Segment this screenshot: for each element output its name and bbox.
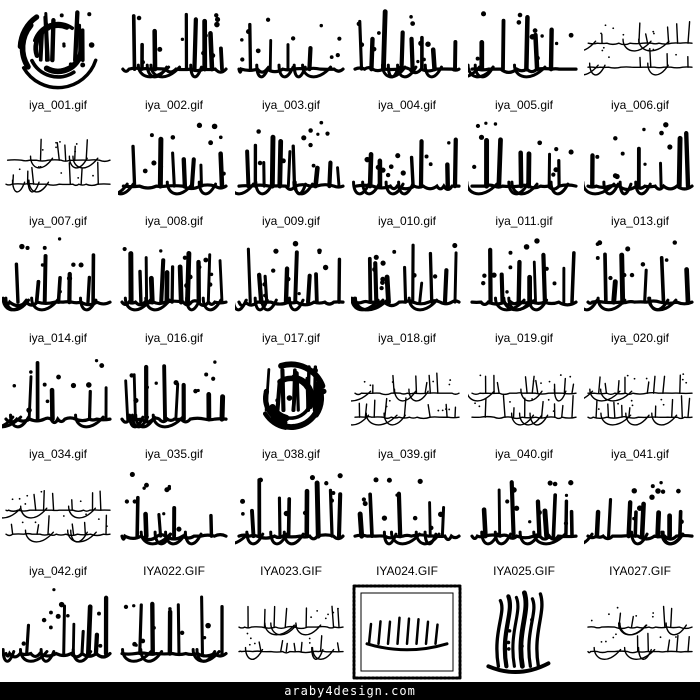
calligraphy-image[interactable]	[584, 0, 696, 96]
calligraphy-image[interactable]	[235, 583, 347, 681]
calligraphy-thumbnail[interactable]	[349, 350, 465, 466]
thumbnail-filename: iya_006.gif	[610, 98, 670, 112]
calligraphy-thumbnail[interactable]	[582, 350, 698, 466]
calligraphy-thumbnail[interactable]	[0, 350, 116, 466]
calligraphy-image[interactable]	[118, 583, 230, 681]
calligraphy-thumbnail[interactable]	[582, 0, 698, 116]
calligraphy-image[interactable]	[584, 467, 696, 563]
calligraphy-thumbnail[interactable]	[233, 233, 349, 349]
calligraphy-image[interactable]	[584, 350, 696, 446]
calligraphy-image[interactable]	[351, 117, 463, 213]
calligraphy-thumbnail[interactable]	[349, 583, 465, 681]
calligraphy-thumbnail[interactable]	[0, 117, 116, 233]
calligraphy-image[interactable]	[235, 0, 347, 96]
calligraphy-thumbnail[interactable]	[0, 583, 116, 681]
calligraphy-image[interactable]	[2, 233, 114, 329]
calligraphy-image[interactable]	[235, 117, 347, 213]
calligraphy-thumbnail[interactable]	[233, 583, 349, 681]
calligraphy-image[interactable]	[2, 350, 114, 446]
thumbnail-filename: iya_040.gif	[494, 447, 554, 461]
calligraphy-thumbnail[interactable]	[582, 117, 698, 233]
calligraphy-image[interactable]	[351, 467, 463, 563]
thumbnail-filename: iya_009.gif	[261, 214, 321, 228]
calligraphy-image[interactable]	[351, 583, 463, 681]
thumbnail-filename: IYA025.GIF	[493, 564, 555, 578]
calligraphy-thumbnail[interactable]	[116, 0, 232, 116]
thumbnail-filename: iya_016.gif	[144, 331, 204, 345]
calligraphy-image[interactable]	[468, 583, 580, 681]
calligraphy-image[interactable]	[468, 467, 580, 563]
calligraphy-thumbnail[interactable]	[466, 350, 582, 466]
calligraphy-image[interactable]	[118, 0, 230, 96]
thumbnail-filename: iya_003.gif	[261, 98, 321, 112]
thumbnail-filename: iya_002.gif	[144, 98, 204, 112]
calligraphy-image[interactable]	[2, 117, 114, 213]
calligraphy-thumbnail[interactable]	[466, 583, 582, 681]
thumbnail-filename: iya_010.gif	[377, 214, 437, 228]
thumbnail-filename: iya_005.gif	[494, 98, 554, 112]
thumbnail-filename: iya_011.gif	[495, 214, 553, 228]
calligraphy-image[interactable]	[468, 117, 580, 213]
thumbnail-filename: iya_007.gif	[28, 214, 88, 228]
thumbnail-filename: IYA024.GIF	[376, 564, 438, 578]
calligraphy-thumbnail[interactable]	[466, 233, 582, 349]
thumbnail-filename: iya_035.gif	[144, 447, 204, 461]
thumbnail-filename: iya_041.gif	[610, 447, 670, 461]
calligraphy-image[interactable]	[2, 583, 114, 681]
site-watermark-text: araby4design.com	[284, 684, 416, 698]
calligraphy-image[interactable]	[118, 467, 230, 563]
calligraphy-image[interactable]	[351, 0, 463, 96]
calligraphy-image[interactable]	[235, 350, 347, 446]
thumbnail-filename: iya_001.gif	[28, 98, 88, 112]
calligraphy-thumbnail[interactable]	[116, 467, 232, 583]
calligraphy-thumbnail[interactable]	[0, 0, 116, 116]
calligraphy-thumbnail[interactable]	[116, 117, 232, 233]
calligraphy-image[interactable]	[118, 233, 230, 329]
thumbnail-filename: iya_004.gif	[377, 98, 437, 112]
thumbnail-filename: IYA027.GIF	[609, 564, 671, 578]
calligraphy-thumbnail[interactable]	[116, 233, 232, 349]
calligraphy-image[interactable]	[468, 0, 580, 96]
thumbnail-filename: iya_018.gif	[377, 331, 437, 345]
calligraphy-image[interactable]	[468, 350, 580, 446]
calligraphy-thumbnail[interactable]	[0, 467, 116, 583]
calligraphy-thumbnail[interactable]	[233, 0, 349, 116]
calligraphy-thumbnail[interactable]	[233, 350, 349, 466]
thumbnail-filename: iya_042.gif	[28, 564, 88, 578]
calligraphy-image[interactable]	[351, 233, 463, 329]
thumbnail-filename: iya_039.gif	[377, 447, 437, 461]
calligraphy-thumbnail[interactable]	[116, 583, 232, 681]
calligraphy-image[interactable]	[584, 117, 696, 213]
calligraphy-thumbnail[interactable]	[349, 233, 465, 349]
calligraphy-image[interactable]	[584, 233, 696, 329]
calligraphy-thumbnail[interactable]	[0, 233, 116, 349]
calligraphy-thumbnail[interactable]	[349, 467, 465, 583]
calligraphy-image[interactable]	[468, 233, 580, 329]
thumbnail-filename: iya_013.gif	[610, 214, 670, 228]
calligraphy-thumbnail[interactable]	[116, 350, 232, 466]
thumbnail-filename: iya_014.gif	[28, 331, 88, 345]
thumbnail-filename: IYA023.GIF	[260, 564, 322, 578]
calligraphy-thumbnail[interactable]	[466, 117, 582, 233]
calligraphy-image[interactable]	[2, 467, 114, 563]
calligraphy-thumbnail[interactable]	[233, 117, 349, 233]
calligraphy-image[interactable]	[351, 350, 463, 446]
thumbnail-filename: iya_019.gif	[494, 331, 554, 345]
calligraphy-image[interactable]	[118, 117, 230, 213]
calligraphy-thumbnail[interactable]	[582, 233, 698, 349]
calligraphy-image[interactable]	[2, 0, 114, 96]
thumbnail-filename: IYA022.GIF	[143, 564, 205, 578]
thumbnail-filename: iya_008.gif	[144, 214, 204, 228]
calligraphy-image[interactable]	[235, 467, 347, 563]
site-watermark-bar	[0, 682, 700, 700]
calligraphy-thumbnail[interactable]	[349, 117, 465, 233]
calligraphy-thumbnail[interactable]	[582, 467, 698, 583]
thumbnail-filename: iya_034.gif	[28, 447, 88, 461]
thumbnail-filename: iya_020.gif	[610, 331, 670, 345]
calligraphy-thumbnail[interactable]	[466, 467, 582, 583]
calligraphy-thumbnail[interactable]	[233, 467, 349, 583]
calligraphy-image[interactable]	[118, 350, 230, 446]
calligraphy-thumbnail[interactable]	[466, 0, 582, 116]
calligraphy-thumbnail[interactable]	[582, 583, 698, 681]
thumbnail-filename: iya_017.gif	[261, 331, 321, 345]
calligraphy-image[interactable]	[235, 233, 347, 329]
calligraphy-image[interactable]	[584, 583, 696, 681]
thumbnail-filename: iya_038.gif	[261, 447, 321, 461]
calligraphy-thumbnail[interactable]	[349, 0, 465, 116]
